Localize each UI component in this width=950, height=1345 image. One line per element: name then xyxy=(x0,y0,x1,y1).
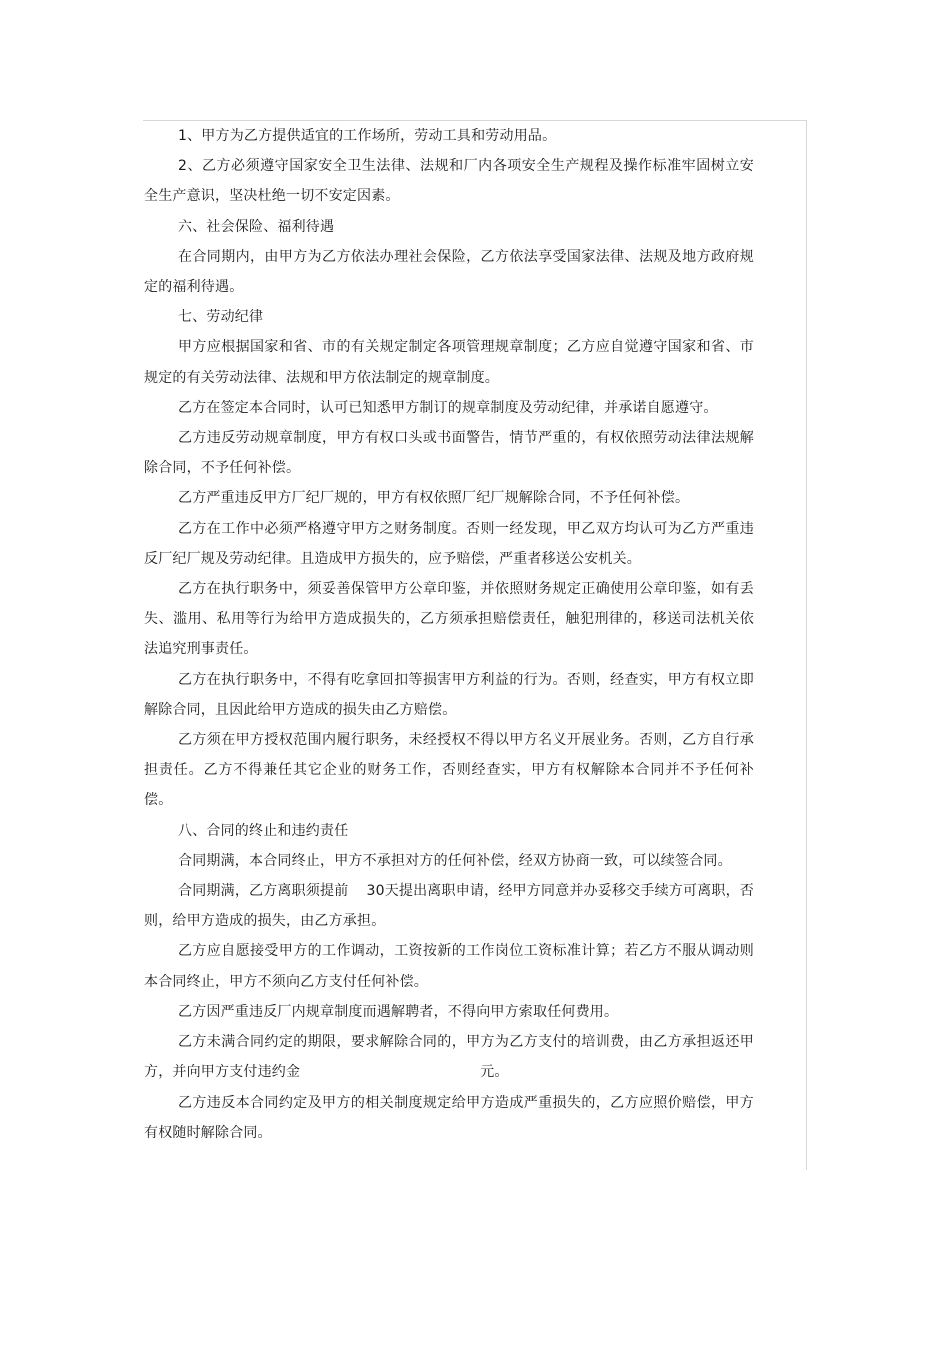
paragraph-termination-1: 合同期满，本合同终止，甲方不承担对方的任何补偿，经双方协商一致，可以续签合同。 xyxy=(178,852,732,869)
paragraph-discipline-7: 乙方在执行职务中，不得有吃拿回扣等损害甲方利益的行为。否则，经查实，甲方有权立即解除合同，且因此给甲方造成的损失由乙方赔偿。 xyxy=(144,671,754,718)
clause-2: 2、乙方必须遵守国家安全卫生法律、法规和厂内各项安全生产规程及操作标准牢固树立安全生产意识，坚决杜绝一切不安定因素。 xyxy=(144,158,754,205)
paragraph-termination-final: 乙方违反本合同约定及甲方的相关制度规定给甲方造成严重损失的，乙方应照价赔偿，甲方有权随时解除合同。 xyxy=(144,1094,754,1141)
paragraph-insurance: 在合同期内，由甲方为乙方依法办理社会保险，乙方依法享受国家法律、法规及地方政府规定的福利待遇。 xyxy=(144,248,754,296)
paragraph-discipline-5: 乙方在工作中必须严格遵守甲方之财务制度。否则一经发现，甲乙双方均认可为乙方严重违反厂纪厂规及劳动纪律。且造成甲方损失的，应予赔偿，严重者移送公安机关。 xyxy=(144,520,754,567)
notice-text-before: 合同期满，乙方离职须提前 xyxy=(178,883,349,900)
notice-days: 30 xyxy=(366,883,385,900)
paragraph-discipline-3: 乙方违反劳动规章制度，甲方有权口头或书面警告，情节严重的，有权依照劳动法律法规解除合同，不予任何补偿。 xyxy=(144,430,754,477)
paragraph-discipline-2: 乙方在签定本合同时，认可已知悉甲方制订的规章制度及劳动纪律，并承诺自愿遵守。 xyxy=(178,399,718,416)
paragraph-termination-notice xyxy=(144,876,754,936)
paragraph-termination-3: 乙方应自愿接受甲方的工作调动，工资按新的工作岗位工资标准计算；若乙方不服从调动则本合同终止，甲方不须向乙方支付任何补偿。 xyxy=(144,943,754,990)
section-heading-7: 七、劳动纪律 xyxy=(178,309,264,326)
notice-text-after: 天提出离职申请，经甲方同意并办妥移交手续方可离职，否则，给甲方造成的损失，由乙方承担。 xyxy=(144,883,755,930)
paragraph-termination-4: 乙方因严重违反厂内规章制度而遇解聘者，不得向甲方索取任何费用。 xyxy=(178,1003,619,1020)
paragraph-discipline-8: 乙方须在甲方授权范围内履行职务，未经授权不得以甲方名义开展业务。否则，乙方自行承担责任。乙方不得兼任其它企业的财务工作，否则经查实，甲方有权解除本合同并不予任何补偿。 xyxy=(144,732,754,809)
section-heading-8: 八、合同的终止和违约责任 xyxy=(178,822,349,839)
document-body xyxy=(144,121,754,1148)
section-heading-6: 六、社会保险、福利待遇 xyxy=(178,218,335,235)
penalty-text-before: 乙方未满合同约定的期限，要求解除合同的，甲方为乙方支付的培训费，由乙方承担返还甲方，并向甲方支付违约金 xyxy=(144,1034,754,1081)
clause-1: 1、甲方为乙方提供适宜的工作场所，劳动工具和劳动用品。 xyxy=(178,128,557,144)
paragraph-discipline-6: 乙方在执行职务中，须妥善保管甲方公章印鉴，并依照财务规定正确使用公章印鉴，如有丢失、滥用、私用等行为给甲方造成损失的，乙方须承担赔偿责任，触犯刑律的，移送司法机关依法追究刑事责任。 xyxy=(144,581,754,658)
paragraph-termination-penalty xyxy=(144,1027,754,1087)
paragraph-discipline-4: 乙方严重违反甲方厂纪厂规的，甲方有权依照厂纪厂规解除合同，不予任何补偿。 xyxy=(178,490,690,507)
paragraph-discipline-1: 甲方应根据国家和省、市的有关规定制定各项管理规章制度；乙方应自觉遵守国家和省、市规定的有关劳动法律、法规和甲方依法制定的规章制度。 xyxy=(144,339,754,386)
penalty-text-after: 元。 xyxy=(480,1064,509,1081)
